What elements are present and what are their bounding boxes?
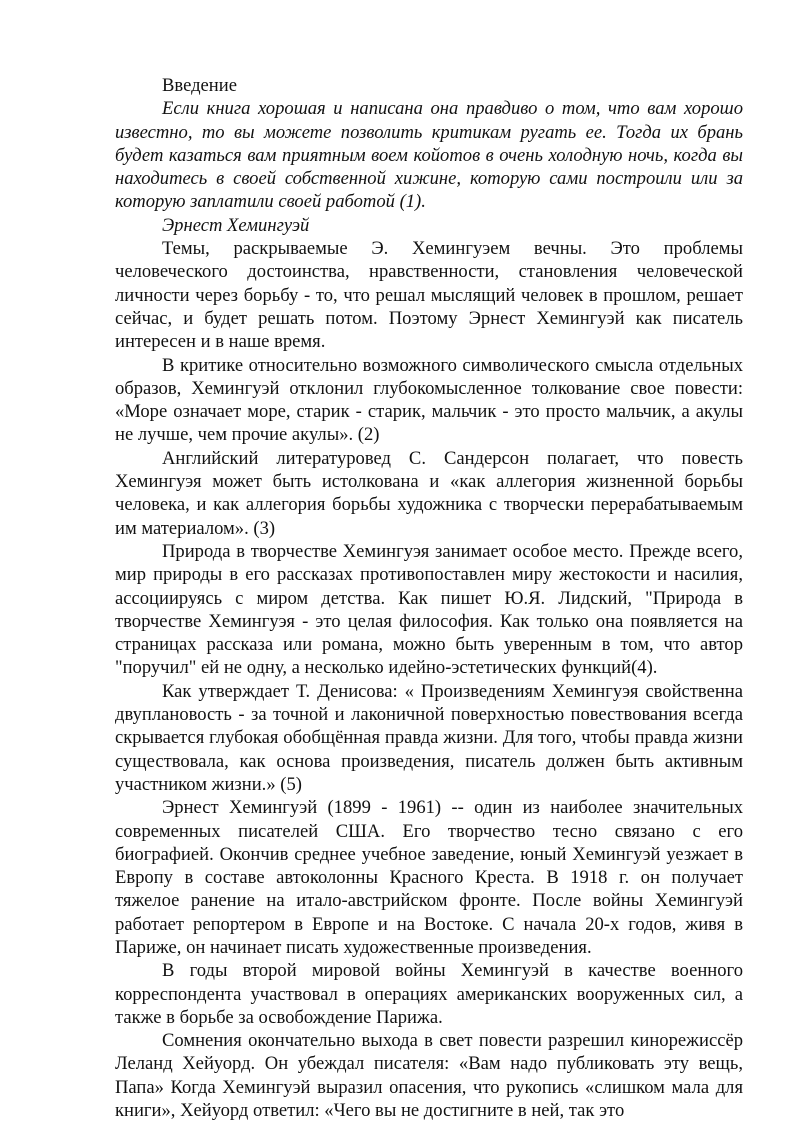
body-paragraph: Английский литературовед С. Сандерсон полагает, что повесть Хемингуэя может быть истолкована и «как аллегория жизненной борьбы человека, и как аллегория борьбы художника с творчески перерабатываемым им материалом». (3)	[115, 447, 743, 539]
body-paragraph: Темы, раскрываемые Э. Хемингуэем вечны. Это проблемы человеческого достоинства, нравственности, становления человеческой личности через борьбу - то, что решал мыслящий человек в прошлом, решает сейчас, и будет решать потом. Поэтому Эрнест Хемингуэй как писатель интересен и в наше время.	[115, 238, 743, 353]
body-paragraph: Природа в творчестве Хемингуэя занимает особое место. Прежде всего, мир природы в его рассказах противопоставлен миру жестокости и насилия, ассоциируясь с миром детства. Как пишет Ю.Я. Лидский, "Природа в творчестве Хемингуэя - это целая философия. Как только она появляется на страницах рассказа или романа, можно быть уверенным в том, что автор "поручил" ей не одну, а несколько идейно-эстетических функций(4).	[115, 540, 743, 679]
body-paragraph: Эрнест Хемингуэй (1899 - 1961) -- один из наиболее значительных современных писателей США. Его творчество тесно связано с его биографией. Окончив среднее учебное заведение, юный Хемингуэй уезжает в Европу в составе автоколонны Красного Креста. В 1918 г. он получает тяжелое ранение на итало-австрийском фронте. После войны Хемингуэй работает репортером в Европе и на Востоке. С начала 20-х годов, живя в Париже, он начинает писать художественные произведения.	[115, 797, 743, 958]
document-page	[115, 74, 743, 1122]
body-paragraph: В критике относительно возможного символического смысла отдельных образов, Хемингуэй отклонил глубокомысленное толкование свое повести: «Море означает море, старик - старик, мальчик - это просто мальчик, а акулы не лучше, чем прочие акулы». (2)	[115, 354, 743, 446]
body-paragraph: Сомнения окончательно выхода в свет повести разрешил кинорежиссёр Леланд Хейуорд. Он убеждал писателя: «Вам надо публиковать эту вещь, Папа» Когда Хемингуэй выразил опасения, что рукопись «слишком мала для книги», Хейуорд ответил: «Чего вы не достигните в ней, так это	[115, 1030, 743, 1122]
section-heading: Введение	[162, 75, 237, 96]
body-paragraph: Как утверждает Т. Денисова: « Произведениям Хемингуэя свойственна двуплановость - за точной и лаконичной поверхностью повествования всегда скрывается глубокая обобщённая правда жизни. Для того, чтобы правда жизни существовала, как основа произведения, писатель должен быть активным участником жизни.» (5)	[115, 680, 743, 795]
epigraph-author: Эрнест Хемингуэй	[162, 214, 310, 236]
body-paragraph: В годы второй мировой войны Хемингуэй в качестве военного корреспондента участвовал в операциях американских вооруженных сил, а также в борьбе за освобождение Парижа.	[115, 960, 743, 1028]
epigraph-quote: Если книга хорошая и написана она правдиво о том, что вам хорошо известно, то вы можете позволить критикам ругать ее. Тогда их брань будет казаться вам приятным воем койотов в очень холодную ночь, когда вы находитесь в своей собственной хижине, которую сами построили или за которую заплатили своей работой (1).	[115, 98, 743, 213]
